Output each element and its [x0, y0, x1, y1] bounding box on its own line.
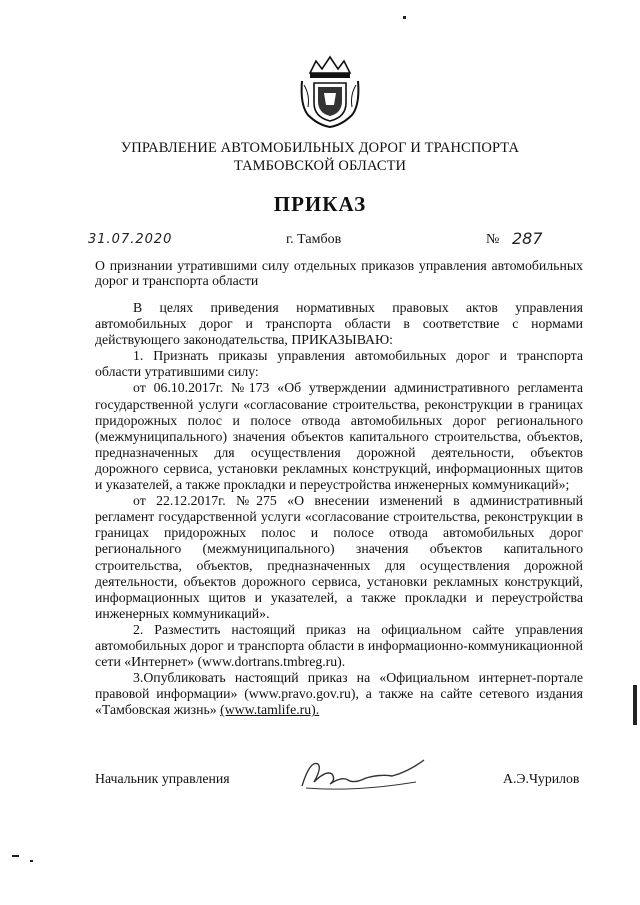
- signer-position: Начальник управления: [95, 771, 230, 786]
- document-city: г. Тамбов: [286, 232, 342, 247]
- item-2: 2. Разместить настоящий приказ на официальном сайте управления автомобильных дорог и транспорта области в информационно-коммуникационной сети «Интернет» (www.dortrans.tmbreg.ru).: [95, 621, 583, 670]
- scan-edge-mark: [633, 685, 637, 725]
- item-1a: от 06.10.2017г. №173 «Об утверждении административного регламента государственной услуги «согласование строительства, реконструкции в границах придорожных полос и полосе отвода автомобильных дорог регионального (межмуниципального) значения объектов капитального строительства, объектов, предназначенных для осуществления дорожной деятельности, объектов дорожного сервиса, установки рекламных конструкций, информационных щитов и указателей, а также прокладки и переустройства инженерных коммуникаций»;: [95, 380, 583, 493]
- document-subject: О признании утратившими силу отдельных приказов управления автомобильных дорог и транспорта области: [95, 258, 583, 288]
- document-body: [95, 300, 583, 718]
- document-title: ПРИКАЗ: [273, 192, 367, 216]
- document-date: 31.07.2020: [88, 232, 173, 247]
- organization-name: УПРАВЛЕНИЕ АВТОМОБИЛЬНЫХ ДОРОГ И ТРАНСПОРТА: [120, 140, 520, 156]
- scan-artifact: [30, 860, 33, 862]
- item-1b: от 22.12.2017г. №275 «О внесении изменений в административный регламент государственной услуги «согласование строительства, реконструкции в границах придорожных полос и полосе отвода автомобильных дорог регионального (межмуниципального) значения объектов капитального строительства, объектов, предназначенных для осуществления дорожной деятельности, объектов дорожного сервиса, установки рекламных конструкций, информационных щитов и указателей, а также прокладки и переустройства инженерных коммуникаций».: [95, 493, 583, 621]
- document-number: 287: [512, 229, 543, 248]
- item-3: [95, 670, 583, 718]
- signer-name: А.Э.Чурилов: [503, 771, 580, 786]
- item-3-text: 3.Опубликовать настоящий приказ на «Официальном интернет-портале правовой информации» (www.pravo.gov.ru), а также на сайте сетевого издания «Тамбовская жизнь»: [95, 670, 583, 718]
- scan-artifact: [12, 855, 19, 857]
- number-label: №: [486, 232, 500, 247]
- organization-region: ТАМБОВСКОЙ ОБЛАСТИ: [233, 158, 407, 174]
- coat-of-arms-icon: [298, 55, 362, 129]
- tamlife-link[interactable]: (www.tamlife.ru).: [220, 702, 320, 718]
- handwritten-signature: [296, 752, 432, 796]
- intro-paragraph: В целях приведения нормативных правовых актов управления автомобильных дорог и транспорта области в соответствие с нормами действующего законодательства, ПРИКАЗЫВАЮ:: [95, 300, 583, 348]
- scan-artifact: [403, 16, 406, 19]
- item-1: 1. Признать приказы управления автомобильных дорог и транспорта области утратившими силу:: [95, 348, 583, 380]
